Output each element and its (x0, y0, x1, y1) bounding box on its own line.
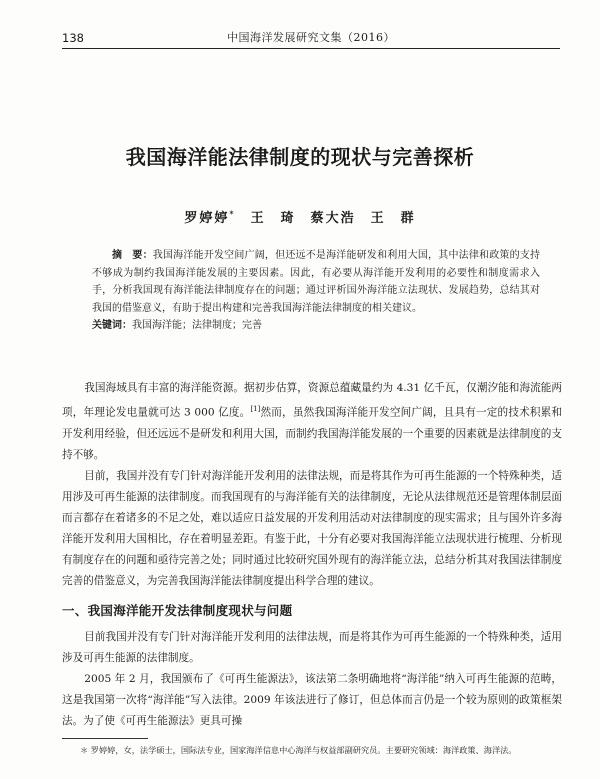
citation-ref: [1] (250, 405, 261, 413)
footnote: ＊ 罗婷婷，女，法学硕士，国际法专业，国家海洋信息中心海洋与权益部副研究员。主要研究领域：海洋政策、海洋法。 (80, 745, 517, 755)
body-paragraph: 2005 年 2 月，我国颁布了《可再生能源法》，该法第二条明确地将“海洋能”纳入可再生能源的范畴，这是我国第一次将“海洋能”写入法律。2009 年该法进行了修订，但总体而言仍是一个较为原则的政策框架法。为了使《可再生能源法》更具可操 (62, 672, 562, 727)
running-header (62, 30, 560, 49)
keywords-text: 我国海洋能；法律制度；完善 (132, 320, 262, 331)
keywords-label: 关键词： (92, 320, 132, 331)
abstract-paragraph (92, 247, 540, 317)
first-author: 罗婷婷 (184, 211, 230, 226)
section-heading: 一、我国海洋能开发法律制度现状与问题 (62, 602, 293, 618)
article-body (62, 378, 562, 732)
body-paragraph: 目前我国并没有专门针对海洋能开发利用的法律法规，而是将其作为可再生能源的一个特殊种类，适用涉及可再生能源的法律制度。 (62, 630, 562, 664)
body-paragraph: 目前，我国并没有专门针对海洋能开发利用的法律法规，而是将其作为可再生能源的一个特殊种类，适用涉及可再生能源的法律制度。而我国现有的与海洋能有关的法律制度，无论从法律规范还是管理体制层面而言都存在着诸多的不足之处，难以适应日益发展的开发利用活动对法律制度的现实需求；且与国外许多海洋能开发利用大国相比，存在着明显差距。有鉴于此，十分有必要对我国海洋能立法现状进行梳理、分析现有制度存在的问题和亟待完善之处；同时通过比较研究国外现有的海洋能立法，总结分析其对我国法律制度完善的借鉴意义，为完善我国海洋能法律制度提出科学合理的建议。 (62, 469, 562, 587)
author-line (0, 207, 600, 226)
article-title: 我国海洋能法律制度的现状与完善探析 (125, 145, 475, 169)
page-number: 138 (62, 31, 84, 45)
other-authors: 王 琦 蔡大浩 王 群 (250, 211, 416, 226)
footnote-rule (62, 738, 148, 739)
paragraph-text: 我国海域具有丰富的海洋能资源。据初步估算，资源总蕴藏量约为 4.31 亿千瓦，仅潮汐能和海流能两项，年理论发电量就可达 3 000 亿度。 (62, 382, 562, 419)
body-paragraph (62, 378, 562, 466)
author-footnote-mark: * (229, 208, 236, 219)
abstract-label: 摘 要： (112, 250, 153, 261)
journal-name: 中国海洋发展研究文集（2016） (227, 31, 395, 44)
abstract-text: 我国海洋能开发空间广阔，但还远不是海洋能研发和利用大国，其中法律和政策的支持不够成为制约我国海洋能发展的主要因素。因此，有必要从海洋能开发利用的必要性和制度需求入手，分析我国现有海洋能法律制度存在的问题；通过评析国外海洋能立法现状、发展趋势，总结其对我国的借鉴意义，有助于提出构建和完善我国海洋能法律制度的相关建议。 (92, 250, 541, 314)
abstract (92, 247, 540, 335)
paragraph-text: 然而，虽然我国海洋能开发空间广阔，且具有一定的技术积累和开发利用经验，但还远远不是研发和利用大国，而制约我国海洋能发展的一个重要的因素就是法律制度的支持不够。 (62, 406, 563, 461)
keywords (92, 317, 540, 335)
